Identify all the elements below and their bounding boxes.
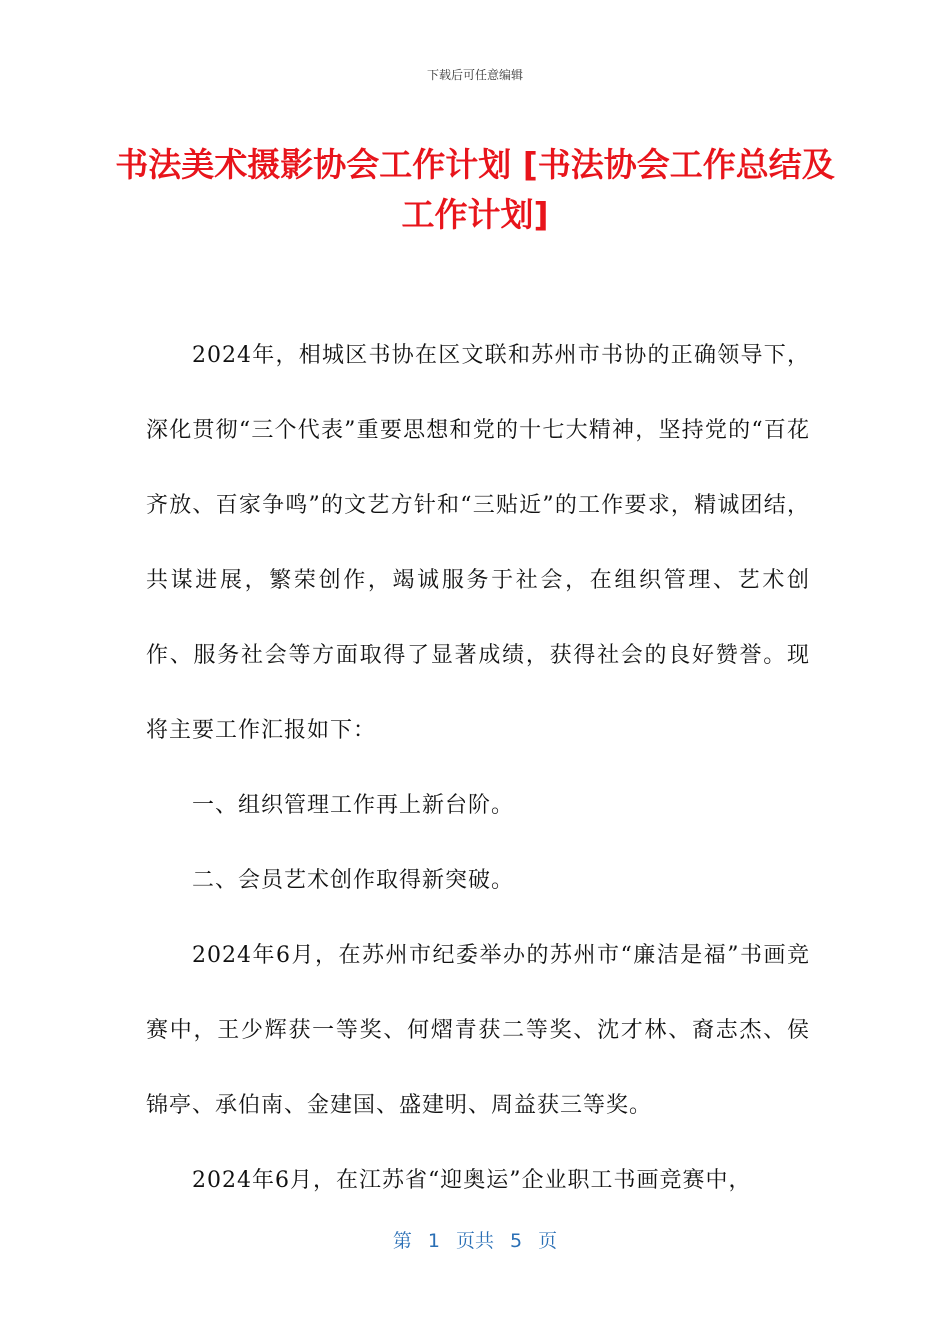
paragraph-intro: 2024年，相城区书协在区文联和苏州市书协的正确领导下，深化贯彻“三个代表”重要思想和党的十七大精神，坚持党的“百花齐放、百家争鸣”的文艺方针和“三贴近”的工作要求，精诚团结，共谋进展，繁荣创作，竭诚服务于社会，在组织管理、艺术创作、服务社会等方面取得了显著成绩，获得社会的良好赞誉。现将主要工作汇报如下： <box>146 343 810 743</box>
footer-prefix: 第 <box>392 1230 412 1252</box>
footer-suffix: 页 <box>538 1230 558 1252</box>
paragraph-award-june-suzhou: 2024年6月，在苏州市纪委举办的苏州市“廉洁是福”书画竞赛中，王少辉获一等奖、何熠青获二等奖、沈才林、裔志杰、侯锦亭、承伯南、金建国、盛建明、周益获三等奖。 <box>146 943 810 1118</box>
footer-middle: 页共 <box>455 1230 494 1252</box>
paragraph-section-two: 二、会员艺术创作取得新突破。 <box>192 868 515 893</box>
footer-total-pages: 5 <box>510 1230 523 1252</box>
paragraph-award-june-jiangsu: 2024年6月，在江苏省“迎奥运”企业职工书画竞赛中， <box>192 1168 752 1193</box>
document-body <box>146 318 810 1218</box>
paragraph-section-one: 一、组织管理工作再上新台阶。 <box>192 793 515 818</box>
footer-current-page: 1 <box>427 1230 440 1252</box>
document-title: 书法美术摄影协会工作计划 [书法协会工作总结及工作计划] <box>115 145 835 234</box>
header-note: 下载后可任意编辑 <box>426 68 523 82</box>
page-footer <box>0 1226 950 1253</box>
